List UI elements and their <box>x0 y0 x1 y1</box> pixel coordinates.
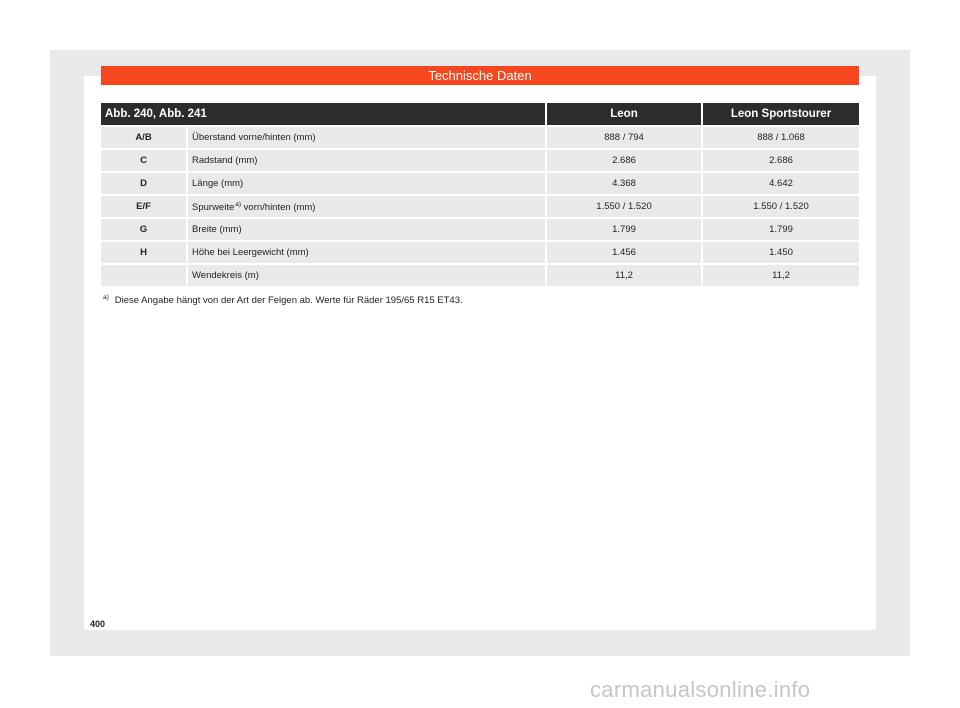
dimension-key <box>101 265 188 286</box>
value-leon: 4.368 <box>547 173 703 194</box>
section-title: Technische Daten <box>101 66 859 85</box>
dimension-label: Wendekreis (m) <box>192 270 259 281</box>
table-row <box>101 173 859 194</box>
table-row <box>101 219 859 240</box>
table-body <box>101 127 859 286</box>
dimension-label-cell <box>188 219 547 240</box>
page-number: 400 <box>90 619 106 629</box>
dimension-label: Höhe bei Leergewicht (mm) <box>192 247 309 258</box>
table-row <box>101 196 859 217</box>
watermark: carmanualsonline.info <box>590 677 811 702</box>
value-leon-sportstourer: 1.550 / 1.520 <box>703 196 859 217</box>
dimension-label-suffix: vorn/hinten (mm) <box>241 201 316 213</box>
footnote-text: Diese Angabe hängt von der Art der Felgen ab. Werte für Räder 195/65 R15 ET43. <box>114 295 463 306</box>
value-leon-sportstourer: 4.642 <box>703 173 859 194</box>
table-row <box>101 242 859 263</box>
dimension-label-cell <box>188 242 547 263</box>
value-leon: 1.799 <box>547 219 703 240</box>
header-leon: Leon <box>547 103 703 125</box>
dimension-key: G <box>101 219 188 240</box>
value-leon-sportstourer: 1.450 <box>703 242 859 263</box>
dimension-key: C <box>101 150 188 171</box>
header-figure-ref: Abb. 240, Abb. 241 <box>101 103 547 125</box>
value-leon-sportstourer: 11,2 <box>703 265 859 286</box>
dimension-key: E/F <box>101 196 188 217</box>
footnote <box>103 294 463 306</box>
value-leon-sportstourer: 1.799 <box>703 219 859 240</box>
dimension-label: Breite (mm) <box>192 224 242 235</box>
value-leon-sportstourer: 2.686 <box>703 150 859 171</box>
header-leon-sportstourer: Leon Sportstourer <box>703 103 859 125</box>
dimension-key: D <box>101 173 188 194</box>
dimension-label: Länge (mm) <box>192 178 244 189</box>
table-row <box>101 265 859 286</box>
table-row <box>101 127 859 148</box>
value-leon: 1.456 <box>547 242 703 263</box>
value-leon: 2.686 <box>547 150 703 171</box>
table-row <box>101 150 859 171</box>
dimension-label-cell <box>188 173 547 194</box>
value-leon-sportstourer: 888 / 1.068 <box>703 127 859 148</box>
dimension-key: H <box>101 242 188 263</box>
dimension-label-cell <box>188 196 547 217</box>
footnote-mark: a) <box>103 294 109 301</box>
dimension-label-cell <box>188 127 547 148</box>
table-header-row <box>101 103 859 125</box>
value-leon: 1.550 / 1.520 <box>547 196 703 217</box>
footnote-reference: a) <box>235 200 242 208</box>
value-leon: 11,2 <box>547 265 703 286</box>
specifications-table <box>101 101 859 288</box>
dimension-label-cell <box>188 150 547 171</box>
dimension-label: Radstand (mm) <box>192 155 258 166</box>
dimension-label-cell <box>188 265 547 286</box>
dimension-key: A/B <box>101 127 188 148</box>
dimension-label: Spurweite <box>192 201 235 213</box>
dimension-label: Überstand vorne/hinten (mm) <box>192 132 316 143</box>
value-leon: 888 / 794 <box>547 127 703 148</box>
